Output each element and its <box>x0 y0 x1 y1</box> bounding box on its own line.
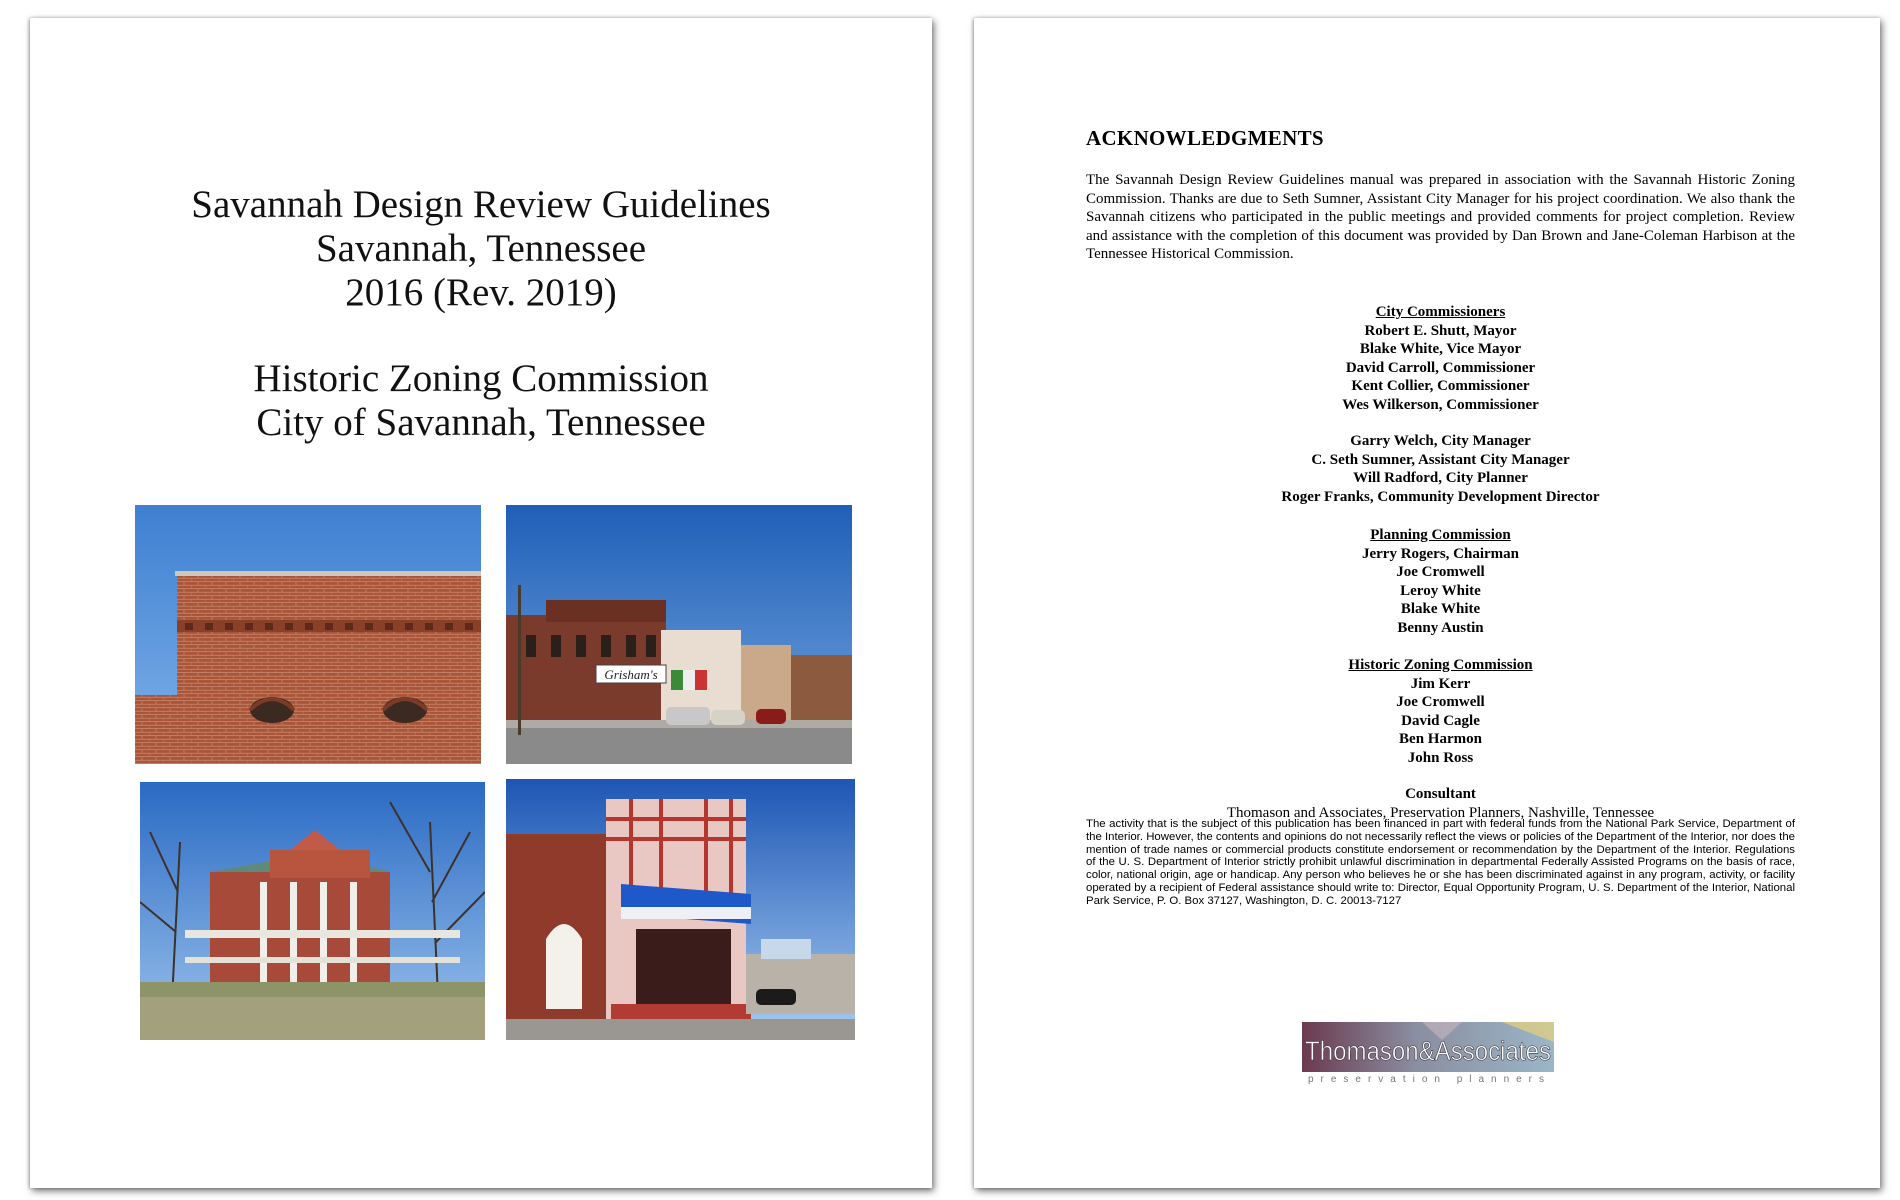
staff-name: Roger Franks, Community Development Director <box>1281 488 1600 505</box>
planning-member-name: Benny Austin <box>1397 619 1484 636</box>
acknowledgments-intro: The Savannah Design Review Guidelines manual was prepared in association with the Savannah Historic Zoning Commission. Thanks are due to Seth Sumner, Assistant City Manager for his project coordination. We also thank the Savannah citizens who participated in the public meetings and provided comments for project completion. Review and assistance with the completion of this document was provided by Dan Brown and Jane-Coleman Harbison at the Tennessee Historical Commission. <box>1086 172 1795 262</box>
photo-theater-marquee <box>506 779 855 1040</box>
commissioner-name: Wes Wilkerson, Commissioner <box>1342 396 1539 413</box>
consultant-heading: Consultant <box>1405 786 1476 802</box>
city-staff-list <box>1086 432 1795 506</box>
planning-member-name: Blake White <box>1400 601 1481 617</box>
planning-commission-heading: Planning Commission <box>1370 527 1511 543</box>
zoning-member-name: Ben Harmon <box>1399 731 1482 747</box>
city-commissioners-list <box>1086 303 1795 414</box>
historic-zoning-commission-list <box>1086 656 1795 767</box>
staff-name: Garry Welch, City Manager <box>1350 433 1531 449</box>
planning-member-name: Leroy White <box>1400 582 1481 599</box>
cover-title-line: Savannah, Tennessee <box>315 227 647 270</box>
cover-title-line: Savannah Design Review Guidelines <box>191 183 771 226</box>
zoning-member-name: David Cagle <box>1401 712 1480 729</box>
commissioner-name: David Carroll, Commissioner <box>1345 359 1536 376</box>
logo-tagline: preservation planners <box>1308 1074 1548 1085</box>
cover-page <box>30 18 932 1188</box>
store-sign-text: Grisham's <box>604 667 658 682</box>
photo-main-street <box>506 505 852 764</box>
zoning-member-name: John Ross <box>1407 749 1474 766</box>
city-commissioners-heading: City Commissioners <box>1375 304 1506 320</box>
cover-title-line: 2016 (Rev. 2019) <box>345 271 617 314</box>
planning-commission-list <box>1086 526 1795 637</box>
planning-member-name: Joe Cromwell <box>1396 564 1485 580</box>
thomason-associates-logo <box>1302 1022 1554 1086</box>
consultant-block <box>1086 785 1795 822</box>
commissioner-name: Blake White, Vice Mayor <box>1359 341 1522 357</box>
commissioner-name: Robert E. Shutt, Mayor <box>1364 322 1517 339</box>
zoning-member-name: Jim Kerr <box>1410 675 1471 692</box>
acknowledgments-heading: ACKNOWLEDGMENTS <box>1086 126 1324 150</box>
federal-funding-disclaimer: The activity that is the subject of this publication has been financed in part with federal funds from the National Park Service, Department of the Interior. However, the contents and opinions do not necessarily reflect the views or policies of the Department of the Interior, nor does the mention of trade names or commercial products constitute endorsement or recommendation by the Department of the Interior. Regulations of the U. S. Department of Interior strictly prohibit unlawful discrimination in departmental Federally Assisted Programs on the basis of race, color, national origin, age or handicap. Any person who believes he or she has been discriminated against in any program, activity, or facility operated by a recipient of Federal assistance should write to: Director, Equal Opportunity Program, U. S. Department of the Interior, National Park Service, P. O. Box 37127, Washington, D. C. 20013-7127 <box>1086 818 1795 907</box>
acknowledgments-page <box>974 18 1880 1188</box>
staff-name: C. Seth Sumner, Assistant City Manager <box>1311 451 1570 468</box>
cover-subtitle-line: Historic Zoning Commission <box>253 357 709 400</box>
logo-name: Thomason&Associates <box>1305 1036 1551 1066</box>
cover-subtitle-line: City of Savannah, Tennessee <box>256 401 706 444</box>
photo-columned-house <box>140 782 485 1040</box>
planning-member-name: Jerry Rogers, Chairman <box>1361 545 1520 562</box>
cover-title <box>30 183 932 445</box>
historic-zoning-heading: Historic Zoning Commission <box>1348 657 1533 673</box>
zoning-member-name: Joe Cromwell <box>1396 694 1485 710</box>
photo-brick-cornice <box>135 505 481 764</box>
commissioner-name: Kent Collier, Commissioner <box>1351 378 1530 394</box>
consultant-text: Thomason and Associates, Preservation Planners, Nashville, Tennessee <box>1226 804 1655 821</box>
staff-name: Will Radford, City Planner <box>1353 470 1528 486</box>
